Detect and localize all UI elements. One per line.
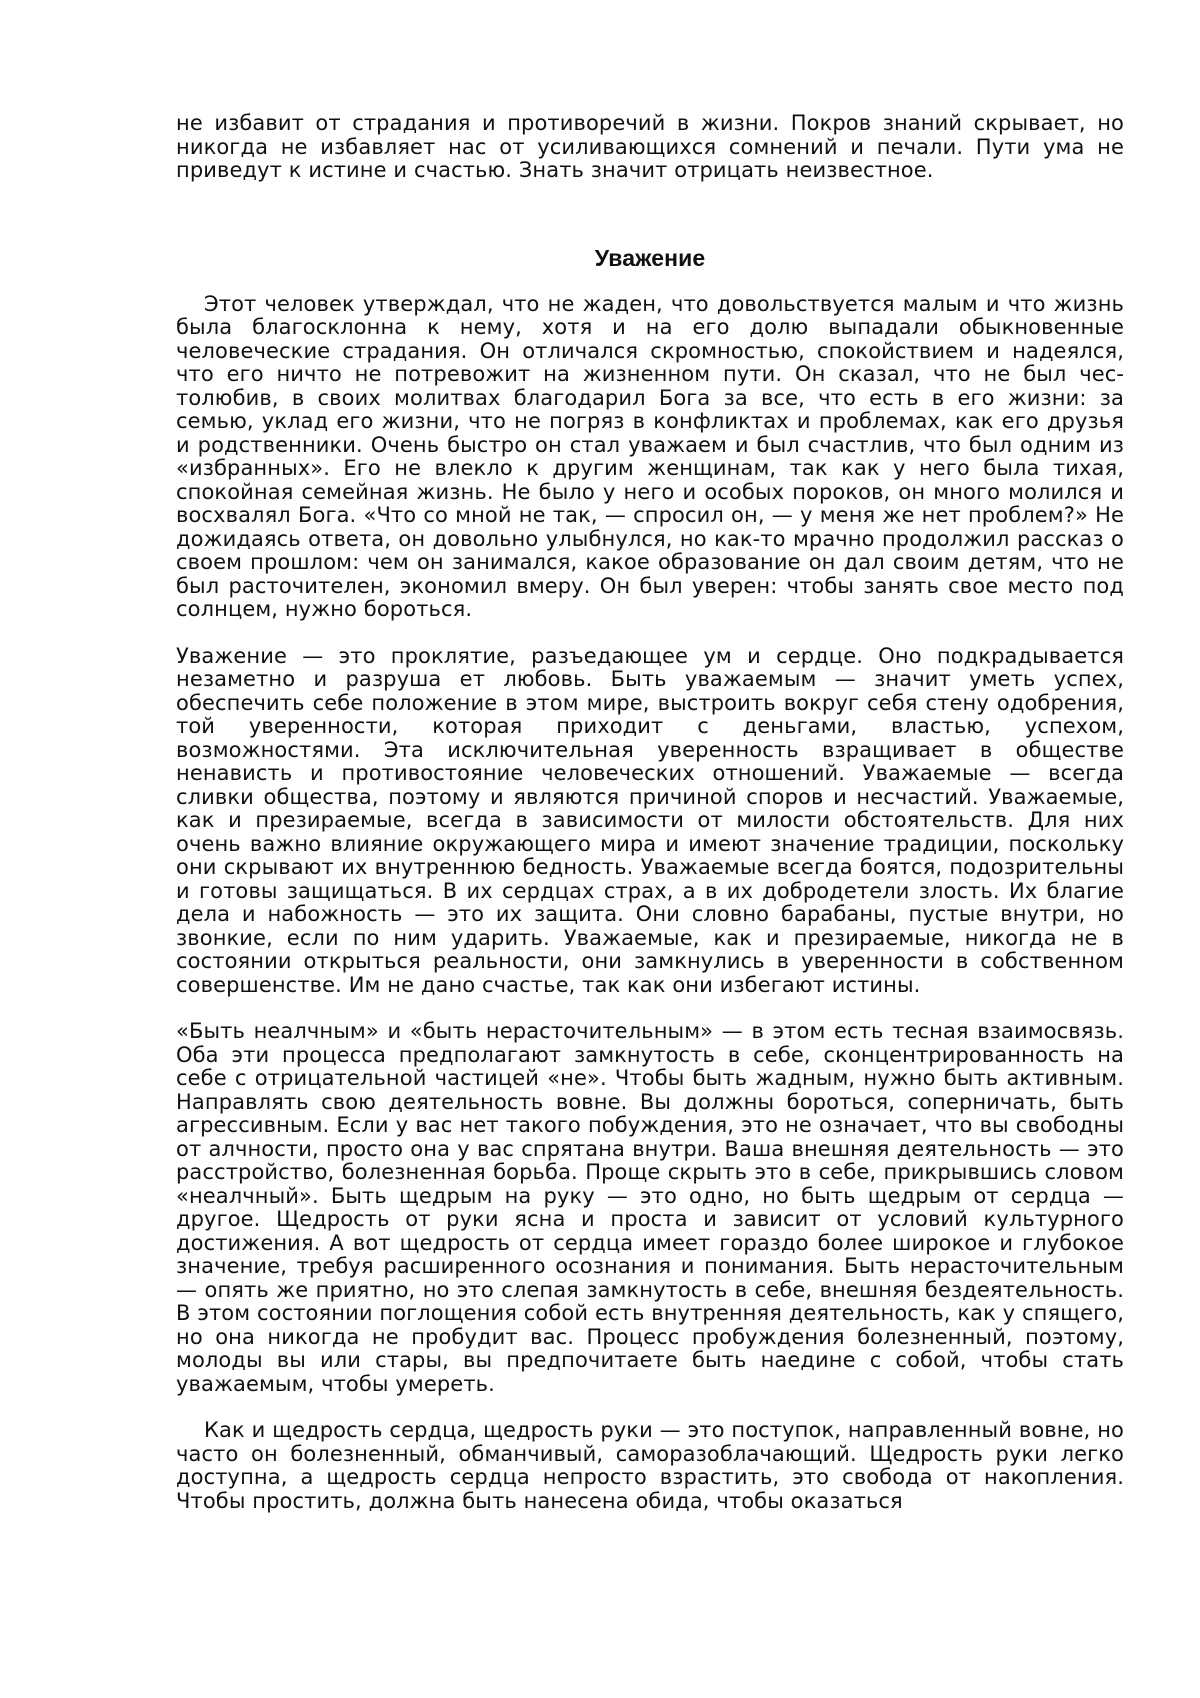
- paragraph-3: «Быть неалчным» и «быть нерасточительным» — в этом есть тесная взаимосвязь. Оба эти процесса предполагают замкнутость в себе, сконцентрированность на себе с отрицательной частицей «не». Чтобы быть жадным, нужно быть активным. Направлять свою деятельность вовне. Вы должны бороться, соперничать, быть агрессивным. Если у вас нет такого побуждения, это не означает, что вы свободны от алчности, просто она у вас спрятана внутри. Ваша внешняя деятельность — это расстройство, болезненная борьба. Проще скрыть это в себе, прикрывшись словом «неалчный». Быть щедрым на руку — это одно, но быть щедрым от сердца — другое. Щедрость от руки ясна и проста и зависит от условий культурного достижения. А вот щедрость от сердца имеет гораздо более широкое и глубокое значение, требуя расширенного осознания и понимания. Быть нерасточительным — опять же приятно, но это слепая замкнутость в себе, внешняя бездеятельность. В этом состоянии поглощения собой есть внутренняя деятельность, как у спящего, но она никогда не пробудит вас. Процесс пробуждения болезненный, поэтому, молоды вы или стары, вы предпочитаете быть наедине с собой, чтобы стать уважаемым, чтобы умереть.: [176, 1019, 1124, 1396]
- document-page: [176, 112, 1124, 1513]
- section-title: Уважение: [594, 244, 706, 271]
- intro-paragraph: не избавит от страдания и противоречий в жизни. Покров знаний скрывает, но никогда не избавляет нас от усиливающихся сомнений и печали. Пути ума не приведут к истине и счастью. Знать значит отрицать неизвестное.: [176, 111, 1124, 182]
- paragraph-2: Уважение — это проклятие, разъедающее ум и сердце. Оно подкрадывается незаметно и разруша ет любовь. Быть уважаемым — значит уметь успех, обеспечить себе положение в этом мире, выстроить вокруг себя стену одобрения, той уверенности, которая приходит с деньгами, властью, успехом, возможностями. Эта исключительная уверенность взращивает в обществе ненависть и противостояние человеческих отношений. Уважаемые — всегда сливки общества, поэтому и являются причиной споров и несчастий. Уважаемые, как и презираемые, всегда в зависимости от милости обстоятельств. Для них очень важно влияние окружающего мира и имеют значение традиции, поскольку они скрывают их внутреннюю бедность. Уважаемые всегда боятся, подозрительны и готовы защищаться. В их сердцах страх, а в их добродетели злость. Их благие дела и набожность — это их защита. Они словно барабаны, пустые внутри, но звонкие, если по ним ударить. Уважаемые, как и презираемые, никогда не в состоянии открыться реальности, они замкнулись в уверенности в собственном совершенстве. Им не дано счастье, так как они избегают истины.: [176, 643, 1124, 997]
- paragraph-1: Этот человек утверждал, что не жаден, что довольствуется малым и что жизнь была благосклонна к нему, хотя и на его долю выпадали обыкновенные человеческие страдания. Он отличался скромностью, спокойствием и надеялся, что его ничто не потревожит на жизненном пути. Он сказал, что не был честолюбив, в своих молитвах благодарил Бога за все, что есть в его жизни: за семью, уклад его жизни, что не погряз в конфликтах и проблемах, как его друзья и родственники. Очень быстро он стал уважаем и был счастлив, что был одним из «избранных». Его не влекло к другим женщинам, так как у него была тихая, спокойная семейная жизнь. Не было у него и особых пороков, он много молился и восхвалял Бога. «Что со мной не так, — спросил он, — у меня же нет проблем?» Не дожидаясь ответа, он довольно улыбнулся, но как-то мрачно продолжил рассказ о своем прошлом: чем он занимался, какое образование он дал своим детям, что не был расточителен, экономил вмеру. Он был уверен: чтобы занять свое место под солнцем, нужно бороться.: [176, 291, 1124, 621]
- paragraph-4: Как и щедрость сердца, щедрость руки — это поступок, направленный вовне, но часто он болезненный, обманчивый, саморазоблачающий. Щедрость руки легко доступна, а щедрость сердца непросто взрастить, это свобода от накопления. Чтобы простить, должна быть нанесена обида, чтобы оказаться: [176, 1418, 1124, 1513]
